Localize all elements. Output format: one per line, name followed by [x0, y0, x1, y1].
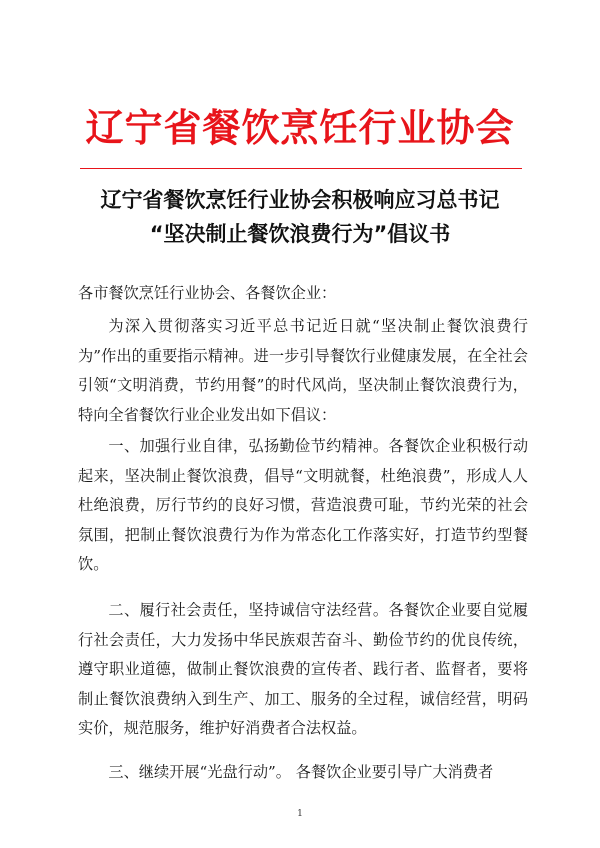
paragraph-point-1: 一、加强行业自律，弘扬勤俭节约精神。各餐饮企业积极行动起来，坚决制止餐饮浪费，倡导“文明就餐，杜绝浪费”，形成人人杜绝浪费，厉行节约的良好习惯，营造浪费可耻，节约光荣的社会氛围，把制止餐饮浪费行为作为常态化工作落实好，打造节约型餐饮。	[78, 437, 528, 574]
document-title-line-1: 辽宁省餐饮烹饪行业协会积极响应习总书记	[100, 188, 500, 212]
document-title-line-2: “坚决制止餐饮浪费行为”倡议书	[149, 222, 451, 246]
page-number: 1	[297, 809, 303, 819]
masthead-divider	[80, 168, 522, 169]
paragraph-point-3: 三、继续开展“光盘行动”。 各餐饮企业要引导广大消费者	[108, 763, 494, 781]
masthead-organization-name: 辽宁省餐饮烹饪行业协会	[85, 106, 515, 150]
paragraph-intro: 为深入贯彻落实习近平总书记近日就“坚决制止餐饮浪费行为”作出的重要指示精神。进一步引导餐饮行业健康发展，在全社会引领“文明消费，节约用餐”的时代风尚，坚决制止餐饮浪费行为，特向全省餐饮行业企业发出如下倡议：	[78, 317, 528, 424]
paragraph-point-2: 二、履行社会责任，坚持诚信守法经营。各餐饮企业要自觉履行社会责任，大力发扬中华民族艰苦奋斗、勤俭节约的优良传统，遵守职业道德，做制止餐饮浪费的宣传者、践行者、监督者，要将制止餐饮浪费纳入到生产、加工、服务的全过程，诚信经营，明码实价，规范服务，维护好消费者合法权益。	[78, 601, 528, 738]
salutation: 各市餐饮烹饪行业协会、各餐饮企业：	[78, 284, 337, 302]
